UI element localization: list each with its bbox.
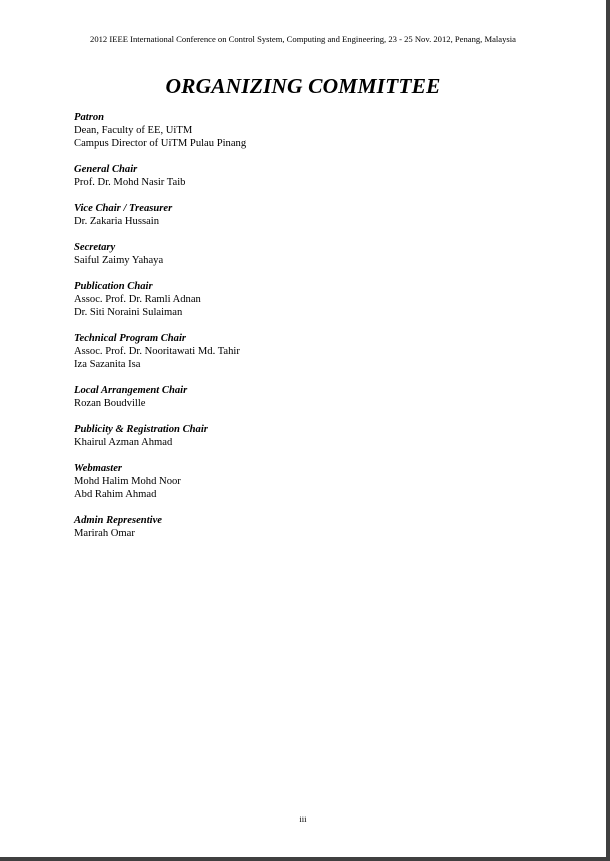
member-name: Dr. Zakaria Hussain (74, 215, 160, 227)
committee-section-publication-chair (74, 281, 554, 319)
member-name: Prof. Dr. Mohd Nasir Taib (74, 176, 186, 188)
member-name: Marirah Omar (74, 527, 135, 539)
member-name: Saiful Zaimy Yahaya (74, 254, 164, 266)
committee-section-vice-chair-treasurer (74, 203, 554, 229)
committee-section-patron (74, 112, 554, 150)
committee-section-technical-program-chair (74, 333, 554, 371)
member-name: Campus Director of UiTM Pulau Pinang (74, 137, 247, 149)
committee-section-publicity-registration-chair (74, 424, 554, 450)
member-name: Assoc. Prof. Dr. Nooritawati Md. Tahir (74, 345, 240, 357)
member-name: Dr. Siti Noraini Sulaiman (74, 306, 183, 318)
role-heading: Patron (74, 112, 105, 123)
role-heading: Publicity & Registration Chair (74, 424, 208, 436)
committee-section-webmaster (74, 463, 554, 501)
role-heading: Webmaster (74, 463, 123, 475)
member-name: Rozan Boudville (74, 397, 146, 409)
role-heading: Publication Chair (74, 281, 153, 293)
role-heading: Vice Chair / Treasurer (74, 202, 173, 214)
member-name: Dean, Faculty of EE, UiTM (74, 124, 193, 136)
committee-section-general-chair (74, 164, 554, 190)
role-heading: Technical Program Chair (74, 333, 187, 345)
committee-section-admin-representive (74, 515, 554, 541)
member-name: Khairul Azman Ahmad (74, 436, 173, 448)
role-heading: Local Arrangement Chair (74, 384, 188, 396)
running-header: 2012 IEEE International Conference on Control System, Computing and Engineering, 23 - 25 Nov. 2012, Penang, Malaysia (90, 34, 516, 44)
role-heading: Admin Representive (74, 515, 162, 527)
page-title: ORGANIZING COMMITTEE (165, 74, 441, 98)
member-name: Assoc. Prof. Dr. Ramli Adnan (74, 293, 201, 305)
page-number: iii (299, 814, 307, 824)
committee-list (74, 112, 554, 554)
member-name: Mohd Halim Mohd Noor (74, 475, 181, 487)
committee-section-secretary (74, 242, 554, 268)
role-heading: General Chair (74, 163, 138, 175)
role-heading: Secretary (74, 242, 116, 254)
member-name: Iza Sazanita Isa (74, 358, 141, 370)
member-name: Abd Rahim Ahmad (74, 488, 157, 500)
committee-section-local-arrangement-chair (74, 385, 554, 411)
